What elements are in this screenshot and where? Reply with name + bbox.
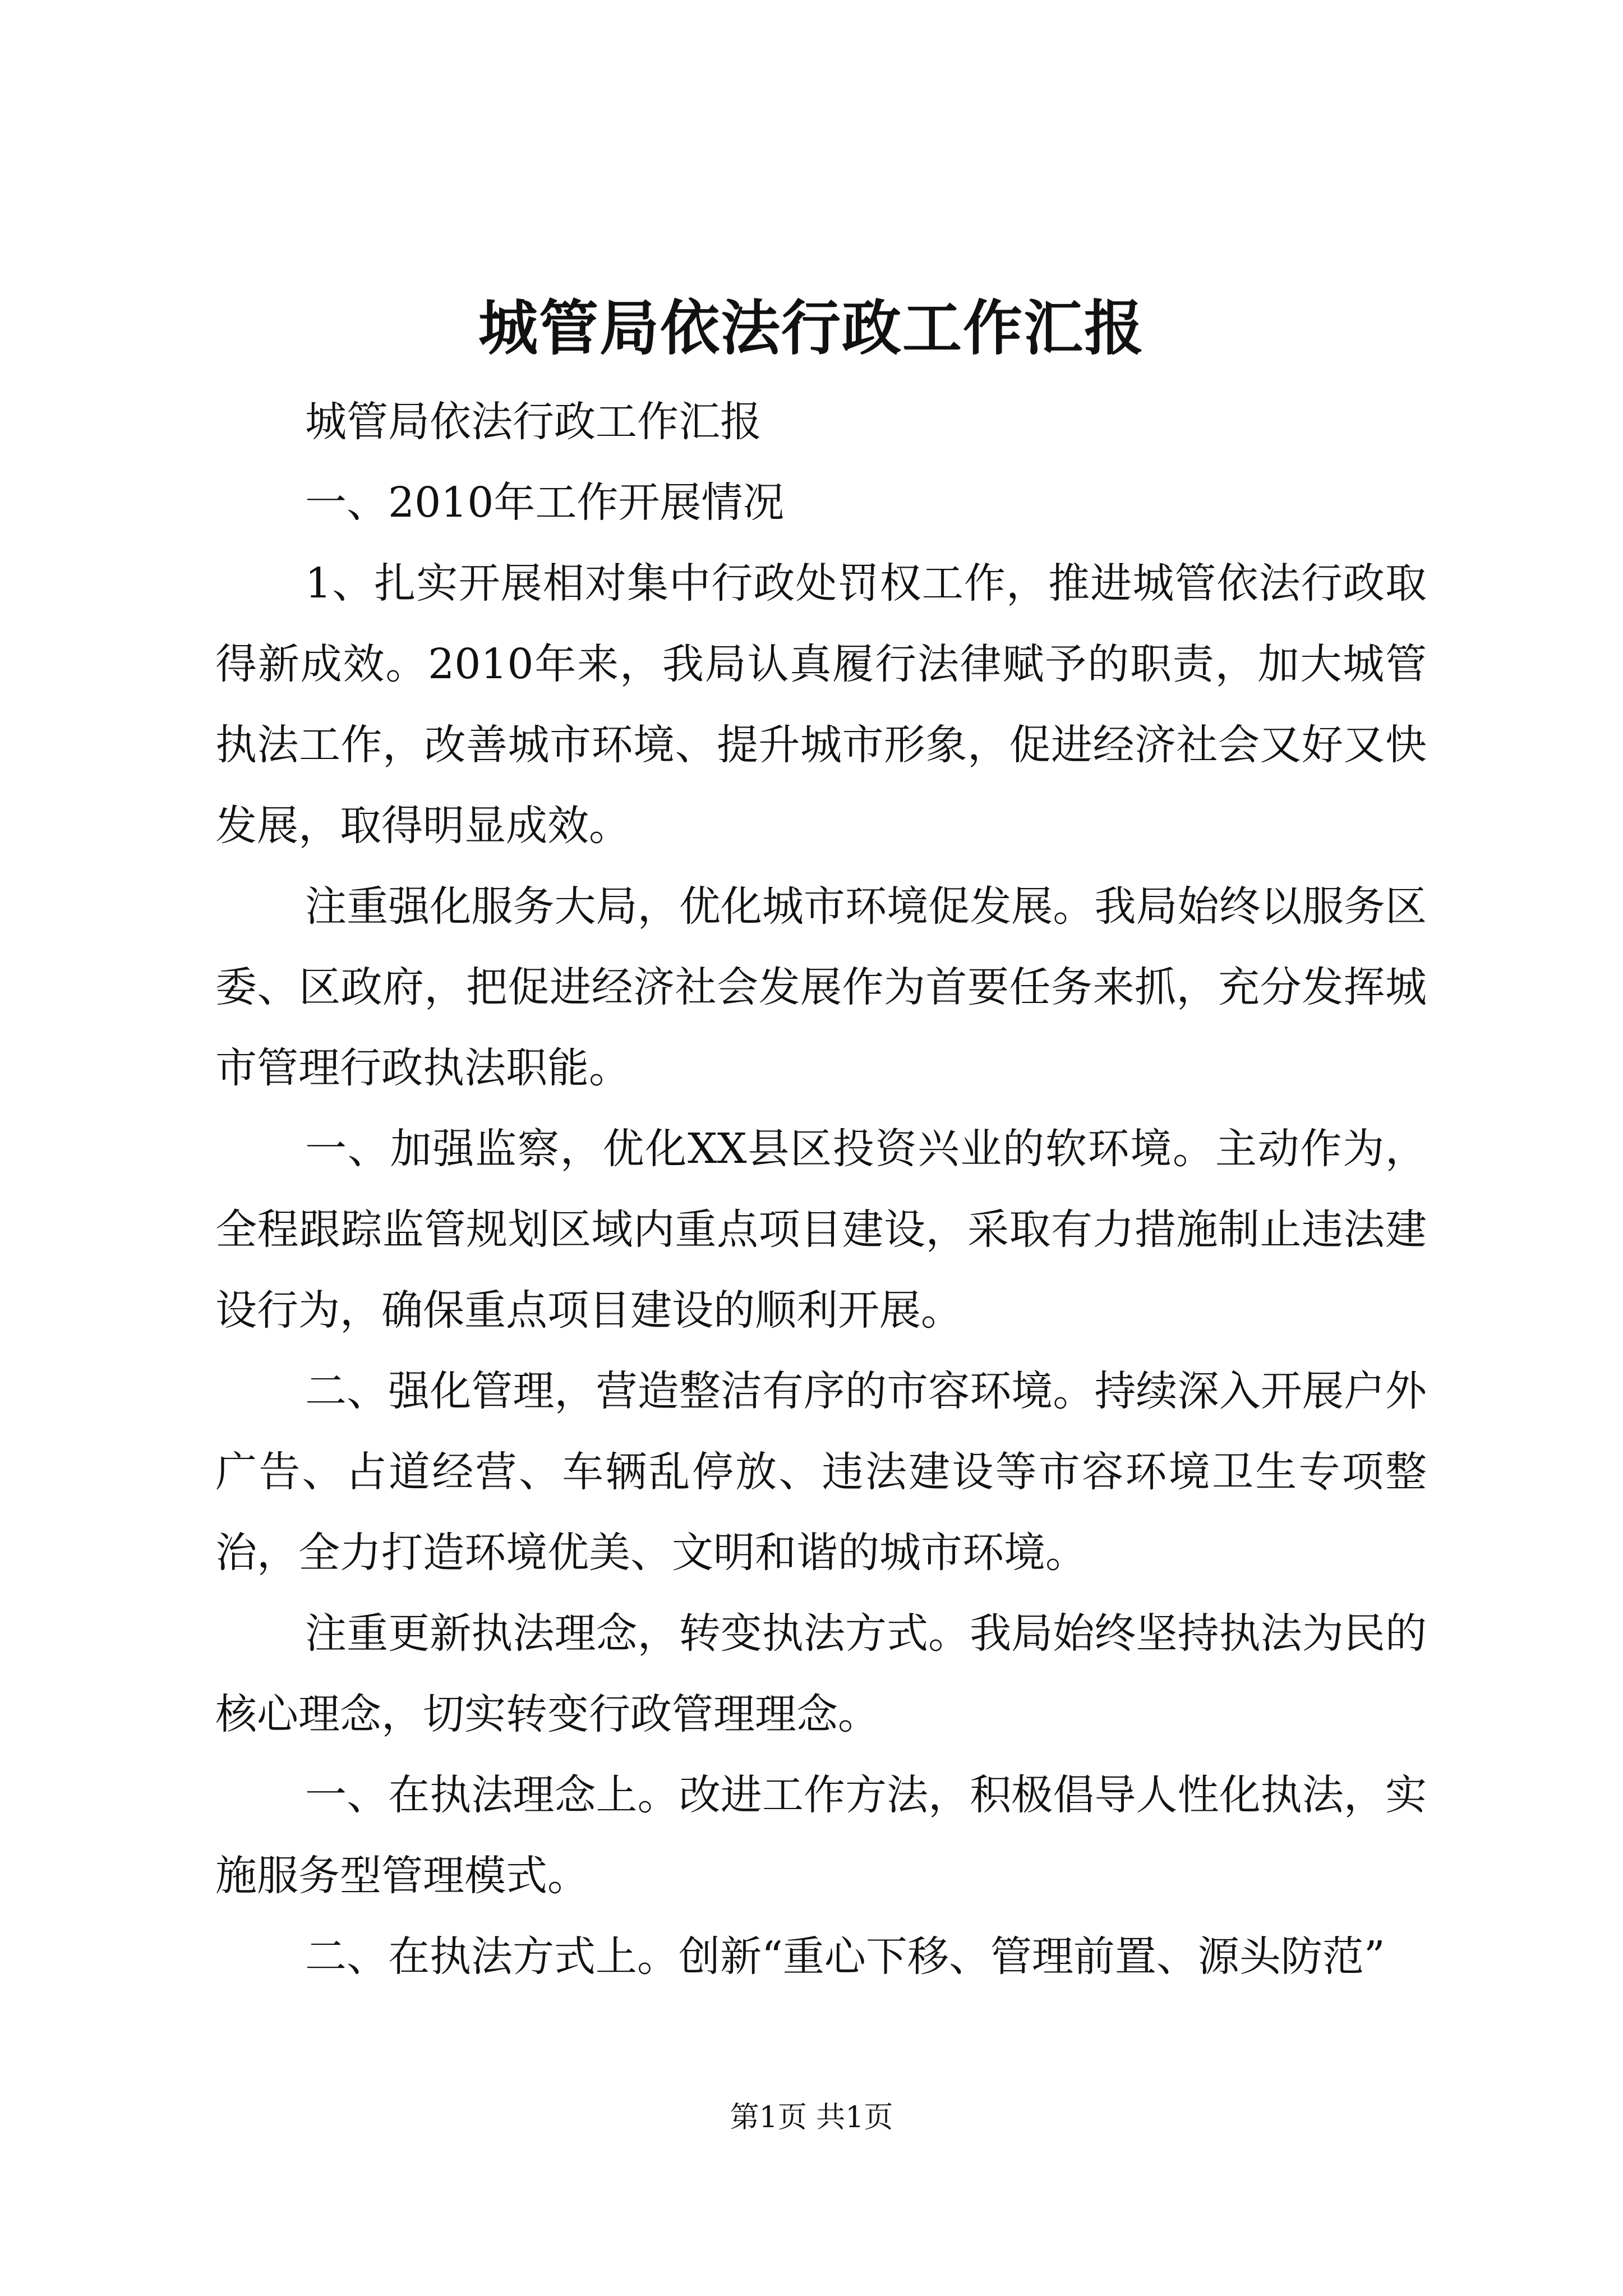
paragraph-2: 注重强化服务大局，优化城市环境促发展。我局始终以服务区委、区政府，把促进经济社会发展作为首要任务来抓，充分发挥城市管理行政执法职能。 <box>215 882 1427 1092</box>
paragraph-7: 二、在执法方式上。创新“重心下移、管理前置、源头防范” <box>305 1932 1385 1981</box>
paragraph-1: 1、扎实开展相对集中行政处罚权工作，推进城管依法行政取得新成效。2010年来，我局认真履行法律赋予的职责，加大城管执法工作，改善城市环境、提升城市形象，促进经济社会又好又快发展，取得明显成效。 <box>215 559 1427 850</box>
paragraph-section-heading: 一、2010年工作开展情况 <box>305 478 785 527</box>
document-body <box>215 381 1427 1997</box>
paragraph-4: 二、强化管理，营造整洁有序的市容环境。持续深入开展户外广告、占道经营、车辆乱停放、违法建设等市容环境卫生专项整治，全力打造环境优美、文明和谐的城市环境。 <box>215 1367 1427 1577</box>
paragraph-3: 一、加强监察，优化XX县区投资兴业的软环境。主动作为，全程跟踪监管规划区域内重点项目建设，采取有力措施制止违法建设行为，确保重点项目建设的顺利开展。 <box>215 1125 1427 1335</box>
paragraph-subtitle: 城管局依法行政工作汇报 <box>305 398 762 446</box>
paragraph-6: 一、在执法理念上。改进工作方法，积极倡导人性化执法，实施服务型管理模式。 <box>215 1771 1427 1900</box>
document-title: 城管局依法行政工作汇报 <box>478 293 1145 363</box>
page-footer: 第1页 共1页 <box>730 2101 893 2134</box>
paragraph-5: 注重更新执法理念，转变执法方式。我局始终坚持执法为民的核心理念，切实转变行政管理理念。 <box>215 1609 1427 1738</box>
